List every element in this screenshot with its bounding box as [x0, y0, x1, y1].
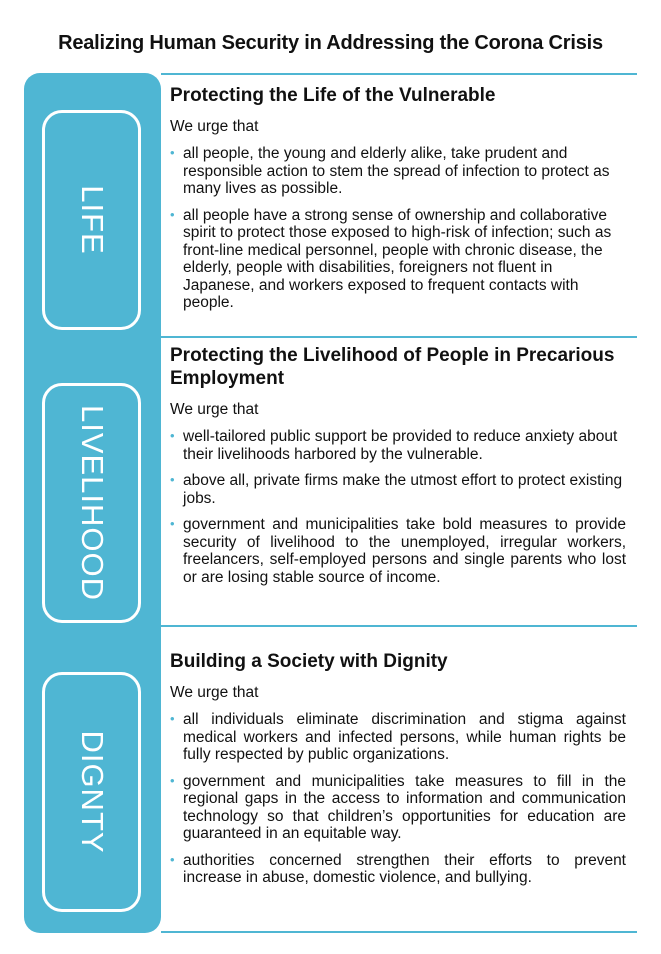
section-livelihood — [170, 344, 626, 595]
section-heading: Protecting the Livelihood of People in Precarious Employment — [170, 345, 615, 389]
list-item — [170, 472, 626, 507]
list-item — [170, 516, 626, 586]
section-tab-livelihood — [42, 383, 141, 623]
bullet-icon: • — [170, 851, 175, 867]
page-title: Realizing Human Security in Addressing the Corona Crisis — [58, 32, 603, 54]
list-item — [170, 207, 626, 312]
bullet-icon: • — [170, 516, 175, 531]
bullet-icon: • — [170, 711, 175, 726]
list-item-text: all people, the young and elderly alike, take prudent and responsible action to stem the spread of infection to protect as many lives as possible. — [183, 145, 610, 197]
section-divider — [161, 625, 637, 627]
list-item-text: above all, private firms make the utmost effort to protect existing jobs. — [183, 472, 623, 507]
list-item — [170, 428, 626, 463]
section-intro: We urge that — [170, 684, 259, 701]
section-dignity — [170, 650, 626, 896]
bullet-icon: • — [170, 145, 175, 160]
list-item-text: government and municipalities take bold measures to provide security of livelihood to the unemployed, irregular workers, freelancers, self-employed persons and single parents who lost or are losing stable source of income. — [183, 516, 626, 586]
section-divider — [161, 73, 637, 75]
section-divider — [161, 931, 637, 933]
list-item-text: authorities concerned strengthen their efforts to prevent increase in abuse, domestic violence, and bullying. — [183, 851, 626, 886]
section-tab-life — [42, 110, 141, 330]
list-item-text: all individuals eliminate discrimination and stigma against medical workers and infected persons, while human rights be fully respected by public organizations. — [183, 711, 626, 763]
bullet-icon: • — [170, 428, 175, 443]
section-heading: Building a Society with Dignity — [170, 651, 448, 672]
list-item-text: all people have a strong sense of ownership and collaborative spirit to protect those exposed to high-risk of infection; such as front-line medical personnel, people with chronic disease, the elderly, people with disabilities, foreigners not fluent in Japanese, and workers exposed to frequent contacts with people. — [183, 206, 612, 311]
bullet-list — [170, 145, 626, 312]
list-item-text: government and municipalities take measures to fill in the regional gaps in the access to information and communication technology so that children’s opportunities for education are guaranteed in an equitable way. — [183, 772, 626, 842]
section-divider — [161, 336, 637, 338]
section-intro: We urge that — [170, 118, 259, 135]
section-heading: Protecting the Life of the Vulnerable — [170, 85, 496, 106]
section-tab-dignity — [42, 672, 141, 912]
list-item — [170, 711, 626, 764]
section-intro: We urge that — [170, 401, 259, 418]
list-item — [170, 145, 626, 198]
bullet-list — [170, 428, 626, 586]
section-tab-label: DIGNTY — [74, 730, 110, 854]
bullet-icon: • — [170, 472, 175, 487]
section-tab-label: LIFE — [74, 185, 110, 255]
bullet-icon: • — [170, 772, 175, 788]
section-life — [170, 84, 626, 321]
bullet-icon: • — [170, 206, 175, 222]
list-item-text: well-tailored public support be provided to reduce anxiety about their livelihoods harbored by the vulnerable. — [183, 428, 618, 463]
bullet-list — [170, 711, 626, 887]
list-item — [170, 852, 626, 887]
list-item — [170, 773, 626, 843]
section-tab-label: LIVELIHOOD — [74, 404, 110, 602]
